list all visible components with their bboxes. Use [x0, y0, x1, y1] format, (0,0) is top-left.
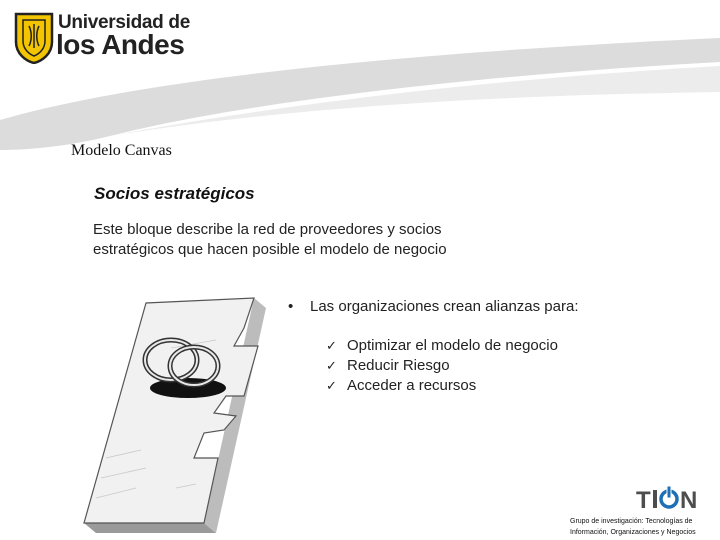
logo-text-line2: los Andes [56, 29, 185, 60]
description-line2: estratégicos que hacen posible el modelo de negocio [93, 241, 447, 258]
puzzle-piece-with-rings-icon [76, 288, 266, 533]
checklist-item-text: Optimizar el modelo de negocio [347, 337, 558, 354]
checkmark-icon: ✓ [326, 338, 337, 353]
slide-title: Modelo Canvas [71, 142, 172, 159]
checklist-item-text: Reducir Riesgo [347, 357, 450, 374]
svg-text:N: N [680, 487, 698, 514]
bullet-text: Las organizaciones crean alianzas para: [310, 298, 579, 315]
checklist [326, 336, 558, 396]
checklist-item [326, 376, 558, 396]
bullet-item [288, 298, 579, 315]
checklist-item [326, 336, 558, 356]
tion-brand-logo-icon [636, 484, 702, 514]
checkmark-icon: ✓ [326, 358, 337, 373]
footer-line1: Grupo de investigación: Tecnologías de [570, 518, 693, 525]
description [93, 220, 513, 260]
checklist-item-text: Acceder a recursos [347, 377, 477, 394]
footer-line2: Información, Organizaciones y Negocios [570, 529, 696, 536]
section-subtitle: Socios estratégicos [94, 184, 255, 203]
bullet-dot-icon: • [288, 298, 294, 315]
logo-text-line1: Universidad de [58, 12, 191, 33]
checkmark-icon: ✓ [326, 378, 337, 393]
description-line1: Este bloque describe la red de proveedores y socios [93, 221, 442, 238]
footer-caption [570, 516, 696, 538]
checklist-item [326, 356, 558, 376]
svg-text:T: T [636, 487, 651, 514]
